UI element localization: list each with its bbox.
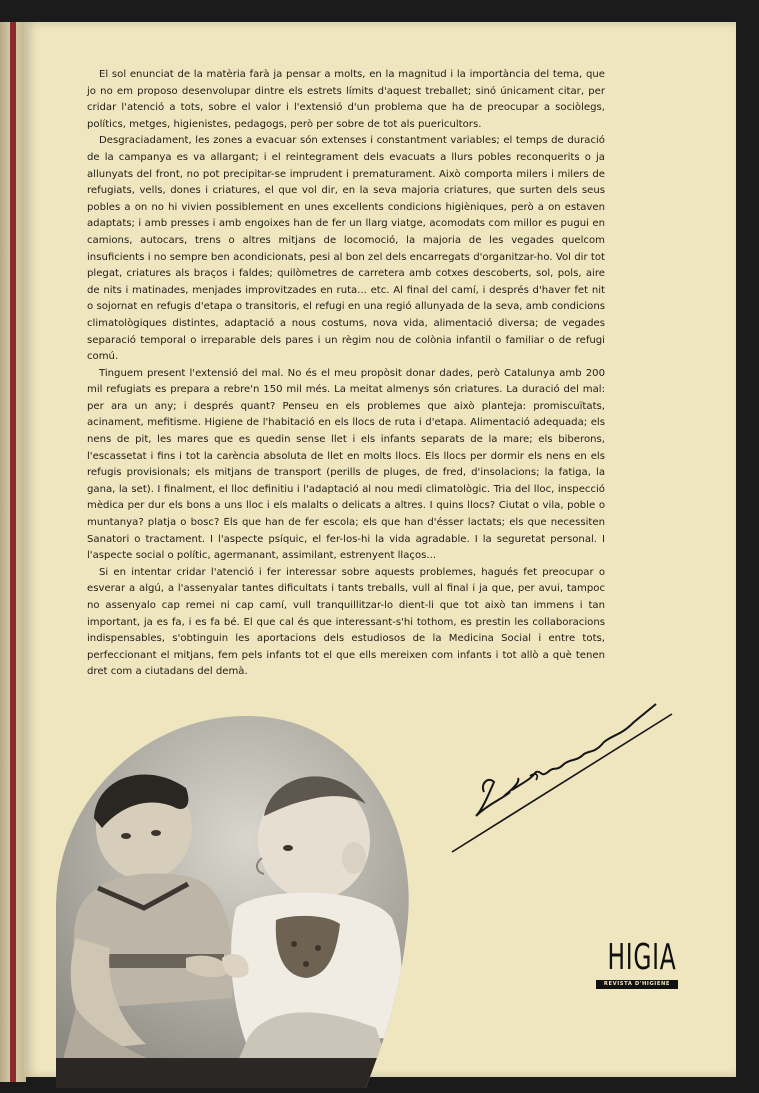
author-signature (444, 692, 684, 882)
logo-wordmark: HIGIA (607, 937, 677, 978)
magazine-page (24, 22, 736, 1077)
article-paragraph-1: El sol enunciat de la matèria farà ja pensar a molts, en la magnitud i la importància del tema, que jo no em proposo desenvolupar dintre els estrets límits d'aquest treballet; sinó únicament citar, per cridar l'atenció a tots, sobre el valor i l'extensió d'un problema que ha de preocupar a sociòlegs, polítics, metges, higienistes, pedagogs, però per sobre de tot als puericultors. (87, 69, 605, 130)
spine-red-binding (10, 22, 16, 1082)
article-paragraph-3: Tinguem present l'extensió del mal. No és el meu propòsit donar dades, però Catalunya amb 200 mil refugiats es prepara a rebre'n 150 mil més. La meitat almenys són criatures. La duració del mal: per ara un any; i després quant? Penseu en els problemes que això planteja: promiscuïtats, acinament, mefitisme. Higiene de l'habitació en els llocs de ruta i d'etapa. Alimentació adequada; els nens de pit, les mares que es quedin sense llet i els infants separats de la mare; els biberons, l'escassetat i fins i tot la carència absoluta de llet en molts llocs. Els llocs per dormir els nens en els refugis provisionals; els mitjans de transport (perills de pluges, de fred, d'insolacions; la fatiga, la gana, la set). I finalment, el lloc definitiu i l'adaptació al nou medi climatològic. Tria del lloc, inspecció mèdica per dur els bons a uns lloc i els malalts o delicats a altres. I quins llocs? Ciutat o vila, poble o muntanya? platja o bosc? Els que han de fer escola; els que han d'ésser lactats; els que necessiten Sanatori o tractament. I l'aspecte psíquic, el fer-los-hi la vida agradable. I la seguretat personal. I l'aspecte social o polític, agermanant, assimilant, estrenyent llaços... (87, 367, 605, 562)
article-paragraph-4: Si en intentar cridar l'atenció i fer interessar sobre aquests problemes, hagués fet preocupar o esverar a algú, a l'assenyalar tantes dificultats i tants treballs, vull al final i ja que, per avui, tampoc no assenyalo cap remei ni cap camí, vull tranquillitzar-lo dient-li que tot això tan immens i tan important, ja es fa, i es fa bé. El que cal és que interessant-s'hi tothom, es prestin les collaboracions indispensables, s'obtinguin les aportacions dels estudiosos de la Medicina Social i entre tots, perfeccionant el mitjans, fem pels infants tot el que ells mereixen com infants i tot allò a què tenen dret com a ciutadans del demà. (87, 566, 605, 678)
logo-subtitle: REVISTA D'HIGIENE (596, 980, 678, 989)
children-photo (36, 708, 418, 1088)
higia-logo (596, 938, 678, 994)
article-paragraph-2: Desgraciadament, les zones a evacuar són extenses i constantment variables; el temps de duració de la campanya es va allargant; i el reintegrament dels evacuats a llurs pobles reconquerits o ja allunyats del front, no pot precipitar-se imprudent i prematurament. Això comporta milers i milers de refugiats, vells, dones i criatures, el que vol dir, en la seva majoria criatures, que surten dels seus pobles a on no hi vivien possiblement en unes excellents condicions higièniques, però a on estaven adaptats; i amb presses i amb engoixes han de fer un llarg viatge, acomodats com millor es pugui en camions, autocars, trens o altres mitjans de locomoció, la majoria de les vegades quelcom insuficients i no sempre ben acondicionats, pesi al bon zel dels encarregats d'organitzar-ho. Vol dir tot plegat, criatures als braços i faldes; quilòmetres de carretera amb cotxes descoberts, sol, pols, aire de nits i matinades, menjades improvitzades en ruta... etc. Al final del camí, i després d'haver fet nit o sojornat en refugis d'etapa o transitoris, el refugi en una regió allunyada de la seva, amb condicions climatològiques distintes, adaptació a nous costums, nova vida, alimentació diversa; de vegades separació temporal o irreparable dels pares i un règim nou de colònia infantil o familiar o de refugi comú. (87, 135, 605, 363)
article-body (87, 67, 605, 681)
